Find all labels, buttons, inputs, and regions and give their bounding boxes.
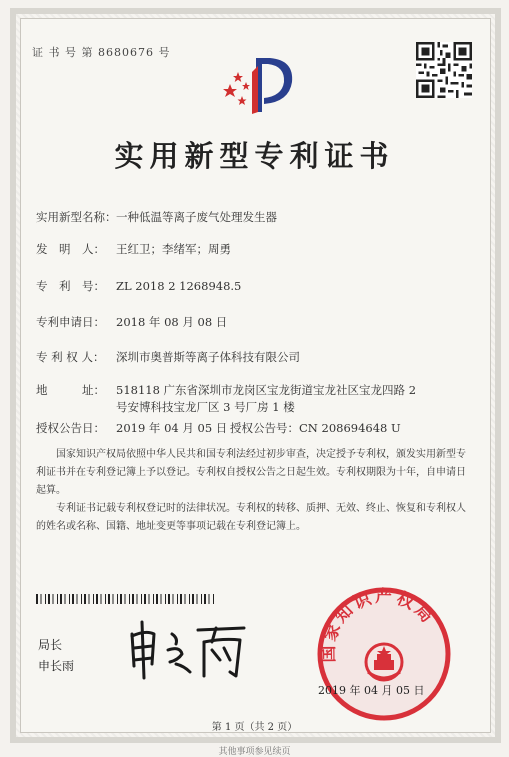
certificate-number: 证 书 号 第 8680676 号 <box>32 46 171 59</box>
field-label: 实用新型名称： <box>36 210 117 224</box>
field-value: 深圳市奥普斯等离子体科技有限公司 <box>116 350 300 364</box>
field-value: 2019 年 04 月 05 日 <box>116 421 228 435</box>
field-label: 专 利 权 人： <box>36 350 105 364</box>
continued-note: 其他事项参见续页 <box>218 747 291 757</box>
field-address-value <box>116 382 416 416</box>
signer-name: 申长雨 <box>38 659 75 673</box>
field-utility-name <box>36 209 277 225</box>
field-announce-date <box>36 420 227 436</box>
seal-date: 2019 年 04 月 05 日 <box>318 684 425 697</box>
field-filing-date <box>36 314 227 330</box>
seal-text: 国家知识产权局 <box>318 586 439 663</box>
field-label: 专利申请日： <box>36 315 105 329</box>
legal-status-paragraph: 专利证书记载专利权登记时的法律状况。专利权的转移、质押、无效、终止、恢复和专利权人的姓名或名称、国籍、地址变更等事项记载在专利登记簿上。 <box>36 503 466 532</box>
barcode-icon <box>36 594 214 604</box>
handwritten-signature <box>120 620 250 680</box>
field-value: CN 208694648 U <box>299 421 401 435</box>
address-line: 号安博科技宝龙厂区 3 号厂房 1 楼 <box>116 400 295 414</box>
page-number: 第 1 页（共 2 页） <box>211 722 298 733</box>
field-address-label <box>36 382 116 398</box>
field-value: 2018 年 08 月 08 日 <box>116 315 228 329</box>
field-label: 授权公告号： <box>230 421 299 435</box>
signer-title: 局长 <box>38 638 63 652</box>
field-patent-number <box>36 278 241 294</box>
field-value: 一种低温等离子废气处理发生器 <box>116 210 277 224</box>
field-value: 王红卫；李绪军；周勇 <box>116 242 231 256</box>
cnipa-logo-icon <box>212 52 296 118</box>
field-label: 专 利 号： <box>36 279 105 293</box>
grant-paragraph: 国家知识产权局依照中华人民共和国专利法经过初步审查，决定授予专利权，颁发实用新型专利证书并在专利登记簿上予以登记。专利权自授权公告之日起生效。专利权期限为十年，自申请日起算。 <box>36 449 466 496</box>
field-announce-number <box>230 420 401 436</box>
field-label: 授权公告日： <box>36 421 105 435</box>
official-seal <box>312 582 456 726</box>
address-line: 518118 广东省深圳市龙岗区宝龙街道宝龙社区宝龙四路 2 <box>116 383 417 397</box>
field-label: 发 明 人： <box>36 242 105 256</box>
field-label: 地 址： <box>36 383 105 397</box>
page-title: 实用新型专利证书 <box>114 139 395 173</box>
field-patent-holder <box>36 349 300 365</box>
qr-code-icon <box>416 42 472 98</box>
field-inventor <box>36 241 231 257</box>
field-value: ZL 2018 2 1268948.5 <box>116 279 242 293</box>
